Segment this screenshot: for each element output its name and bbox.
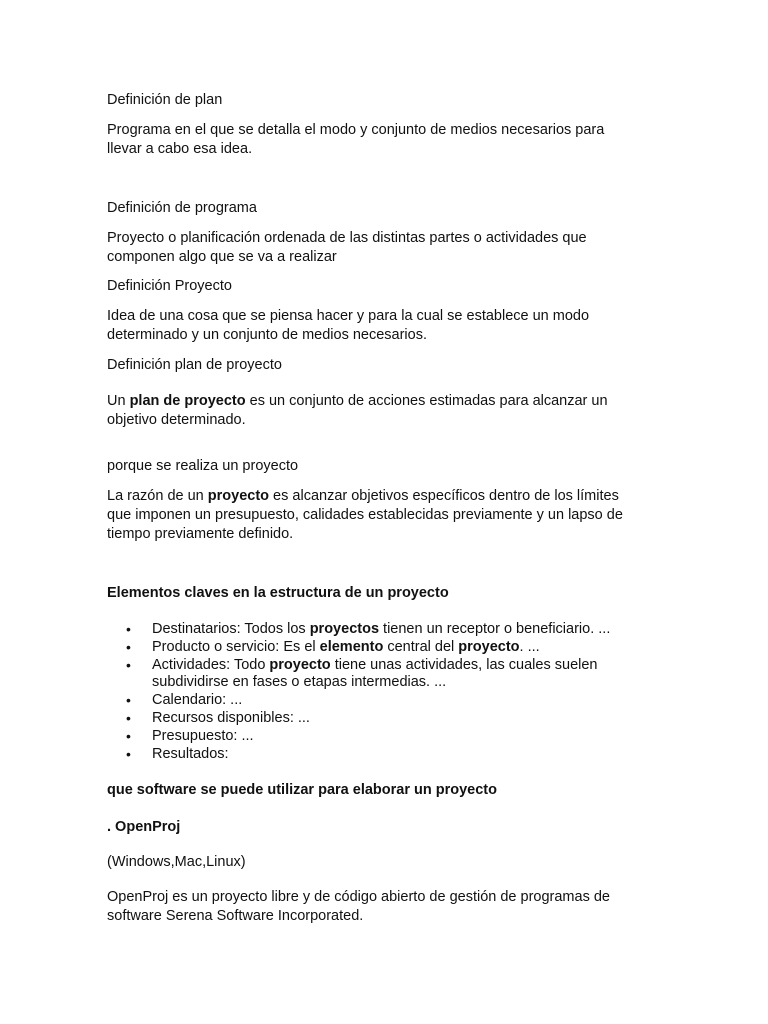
heading-openproj: . OpenProj	[107, 819, 181, 835]
list-item-actividades: • Actividades: Todo proyecto tiene unas actividades, las cuales suelen subdividirse en fases o etapas intermedias. ...	[107, 657, 667, 693]
paragraph-definicion-programa: Proyecto o planificación ordenada de las distintas partes o actividades que componen algo que se va a realizar	[107, 230, 587, 265]
heading-software: que software se puede utilizar para elaborar un proyecto	[107, 782, 497, 798]
paragraph-definicion-proyecto: Idea de una cosa que se piensa hacer y para la cual se establece un modo determinado y un conjunto de medios necesarios.	[107, 308, 590, 343]
heading-elementos-claves: Elementos claves en la estructura de un proyecto	[107, 585, 449, 601]
bold-term: plan de proyecto	[129, 393, 246, 409]
heading-definicion-proyecto: Definición Proyecto	[107, 278, 232, 294]
bold-term: proyecto	[207, 488, 270, 504]
heading-definicion-plan: Definición de plan	[107, 92, 223, 108]
paragraph-openproj: OpenProj es un proyecto libre y de código abierto de gestión de programas de software Serena Software Incorporated.	[107, 889, 610, 924]
paragraph-porque-proyecto: La razón de un proyecto es alcanzar objetivos específicos dentro de los límites que imponen un presupuesto, calidades establecidas previamente y un lapso de tiempo previamente definido.	[107, 488, 623, 542]
list-item-recursos: • Recursos disponibles: ...	[107, 710, 667, 728]
openproj-platforms: (Windows,Mac,Linux)	[107, 854, 246, 870]
heading-porque-proyecto: porque se realiza un proyecto	[107, 458, 299, 474]
list-item-calendario: • Calendario: ...	[107, 692, 667, 710]
list-item-destinatarios: • Destinatarios: Todos los proyectos tienen un receptor o beneficiario. ...	[107, 621, 667, 639]
paragraph-plan-proyecto: Un plan de proyecto es un conjunto de acciones estimadas para alcanzar un objetivo determinado.	[107, 393, 608, 428]
list-item-presupuesto: • Presupuesto: ...	[107, 728, 667, 746]
elementos-list	[107, 621, 667, 763]
heading-definicion-plan-proyecto: Definición plan de proyecto	[107, 357, 282, 373]
list-item-resultados: • Resultados:	[107, 746, 667, 764]
list-item-producto: • Producto o servicio: Es el elemento central del proyecto. ...	[107, 639, 667, 657]
paragraph-definicion-plan: Programa en el que se detalla el modo y conjunto de medios necesarios para llevar a cabo esa idea.	[107, 122, 605, 157]
heading-definicion-programa: Definición de programa	[107, 200, 257, 216]
